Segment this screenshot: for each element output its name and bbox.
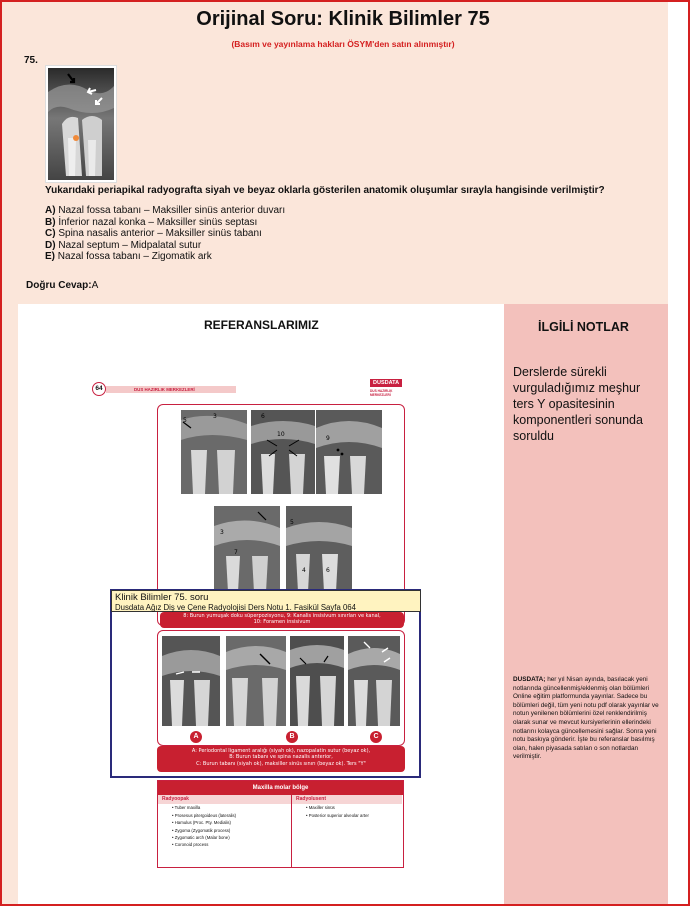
- option-d: D) Nazal septum – Midpalatal sutur: [45, 239, 202, 251]
- legend-pill-top: 8: Burun yumuşak doku süperpozisyonu, 9: Kanalis insisivum sınırları ve kanal, 10: Foramen insisivum: [160, 612, 404, 628]
- xray-label: 3: [220, 529, 224, 536]
- option-c: C) Spina nasalis anterior – Maksiller sinüs tabanı: [45, 228, 262, 240]
- xray-label: 4: [302, 567, 306, 574]
- question-number: 75.: [24, 55, 38, 66]
- page-number: 64: [92, 382, 106, 396]
- notes-title: İLGİLİ NOTLAR: [538, 320, 629, 334]
- option-b: B) İnferior nazal konka – Maksiller sinüs septası: [45, 216, 258, 228]
- option-e: E) Nazal fossa tabanı – Zigomatik ark: [45, 251, 212, 263]
- table-title: Maxilla molar bölge: [158, 781, 403, 795]
- list-item: • Tuber maxilla: [172, 804, 291, 811]
- list-item: • Zygomatic arch (Malar bone): [172, 834, 291, 841]
- badge-a: A: [190, 731, 202, 743]
- option-a: A) Nazal fossa tabanı – Maksiller sinüs anterior duvarı: [45, 205, 286, 216]
- notes-disclaimer: DUSDATA; her yıl Nisan ayında, basılacak yeni notlarında güncellenmiş/eklenmiş olan bölümleri Online eğitim platformunda yayınlar. Sadece bu bölümleri değil, tüm yeni notu pdf olarak yayınlar ve notun yenilenen bölümlerini özel renklendirilmiş olarak sunar ve mevcut kursiyerlerinin ellerindeki notlarını kolayca güncellemesini sağlar. Sonra yeni notu baskıya gönderir. İşte bu referanslar basılmış olan, halen piyasada satılan o son notlardan verilmiştir.: [513, 676, 659, 761]
- xray-label: 7: [234, 549, 238, 556]
- xray-label: 6: [326, 567, 330, 574]
- dusdata-logo: DUSDATA DUS HAZIRLIK MERKEZLERİ: [370, 379, 402, 397]
- xray-label: 10: [277, 431, 285, 438]
- question-text: Yukarıdaki periapikal radyografta siyah ve beyaz oklarla gösterilen anatomik oluşumlar sırayla hangisinde verilmiştir?: [45, 185, 605, 196]
- page-header-bar: DUS HAZIRLIK MERKEZLERİ: [106, 386, 236, 393]
- legend-pill-bottom: A: Periodontal ligament aralığı (siyah ok), nazopalatin sutur (beyaz ok), B: Burun tabanı ve spina nazalis anterior, C: Burun tabanı (siyah ok), maksiller sinüs sınırı (beyaz ok). Ters "Y": [157, 746, 405, 772]
- list-item: • Hamulus (Proc. Pty. Medialis): [172, 819, 291, 826]
- page-title: Orijinal Soru: Klinik Bilimler 75: [196, 8, 490, 30]
- badge-b: B: [286, 731, 298, 743]
- list-item: • Zygoma (Zygomatik process): [172, 827, 291, 834]
- table-col-radyolusent: Radyolusent • Maxiller sinüs • Posterior superior alveolar arter: [292, 795, 402, 867]
- xray-label: 5: [290, 519, 294, 526]
- list-item: • Prosesus pitergoideus (lateralis): [172, 812, 291, 819]
- correct-answer: Doğru Cevap:A: [26, 280, 99, 291]
- xray-label: 6: [261, 413, 265, 420]
- badge-c: C: [370, 731, 382, 743]
- xray-label: 3: [213, 413, 217, 420]
- copyright-note: (Basım ve yayınlama hakları ÖSYM'den satın alınmıştır): [231, 39, 455, 49]
- references-title: REFERANSLARIMIZ: [204, 318, 319, 332]
- list-item: • Posterior superior alveolar arter: [306, 812, 402, 819]
- reference-caption: Klinik Bilimler 75. soru Dusdata Ağız Diş ve Çene Radyolojisi Ders Notu 1. Fasikül Sayfa 064: [111, 590, 421, 612]
- list-item: • Coronoid process: [172, 841, 291, 848]
- list-item: • Maxiller sinüs: [306, 804, 402, 811]
- xray-label: 9: [326, 435, 330, 442]
- table-col-radyoopak: Radyoopak • Tuber maxilla • Prosesus pitergoideus (lateralis) • Hamulus (Proc. Pty. Medialis) • Zygoma (Zygomatik process) • Zygomatic arch (Malar bone) • Coronoid process: [158, 795, 292, 867]
- notes-body: Derslerde sürekli vurguladığımız meşhur ters Y opasitesinin komponentleri sonunda soruldu: [513, 365, 643, 443]
- xray-label: 5: [183, 417, 187, 424]
